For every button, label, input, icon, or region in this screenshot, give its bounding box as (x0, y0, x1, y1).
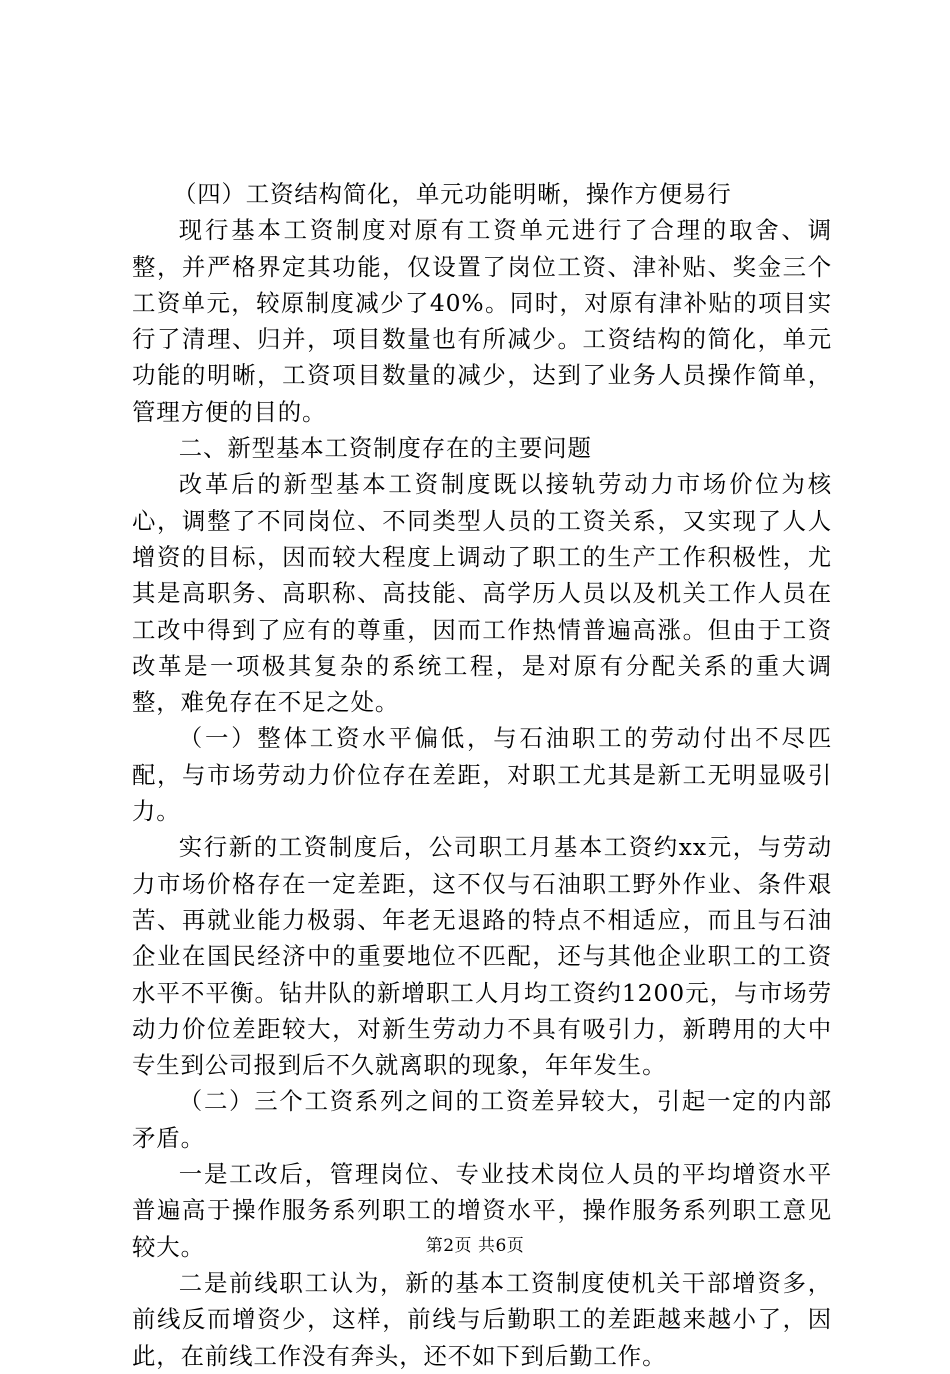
body-paragraph: 二是前线职工认为，新的基本工资制度使机关干部增资多，前线反而增资少，这样，前线与后勤职工的差距越来越小了，因此，在前线工作没有奔头，还不如下到后勤工作。 (132, 1268, 832, 1370)
page-footer: 第2页 共6页 (425, 1236, 525, 1256)
document-body (132, 176, 832, 1374)
subsection-heading-two: （二）三个工资系列之间的工资差异较大，引起一定的内部矛盾。 (132, 1087, 832, 1152)
section-heading-four: （四）工资结构简化，单元功能明晰，操作方便易行 (172, 180, 732, 208)
body-paragraph: 改革后的新型基本工资制度既以接轨劳动力市场价位为核心，调整了不同岗位、不同类型人员的工资关系，又实现了人人增资的目标，因而较大程度上调动了职工的生产工作积极性，尤其是高职务、高职称、高技能、高学历人员以及机关工作人员在工改中得到了应有的尊重，因而工作热情普遍高涨。但由于工资改革是一项极其复杂的系统工程，是对原有分配关系的重大调整，难免存在不足之处。 (132, 470, 832, 717)
body-paragraph: 实行新的工资制度后，公司职工月基本工资约xx元，与劳动力市场价格存在一定差距，这不仅与石油职工野外作业、条件艰苦、再就业能力极弱、年老无退路的特点不相适应，而且与石油企业在国民经济中的重要地位不匹配，还与其他企业职工的工资水平不平衡。钻井队的新增职工人月均工资约1200元，与市场劳动力价位差距较大，对新生劳动力不具有吸引力，新聘用的大中专生到公司报到后不久就离职的现象，年年发生。 (132, 833, 832, 1080)
body-paragraph: 一是工改后，管理岗位、专业技术岗位人员的平均增资水平普遍高于操作服务系列职工的增资水平，操作服务系列职工意见较大。 (132, 1160, 832, 1261)
section-heading-two: 二、新型基本工资制度存在的主要问题 (178, 434, 592, 463)
body-paragraph: 现行基本工资制度对原有工资单元进行了合理的取舍、调整，并严格界定其功能，仅设置了岗位工资、津补贴、奖金三个工资单元，较原制度减少了40%。同时，对原有津补贴的项目实行了清理、归并，项目数量也有所减少。工资结构的简化，单元功能的明晰，工资项目数量的减少，达到了业务人员操作简单，管理方便的目的。 (132, 216, 832, 426)
subsection-heading-one: （一）整体工资水平偏低，与石油职工的劳动付出不尽匹配，与市场劳动力价位存在差距，对职工尤其是新工无明显吸引力。 (132, 724, 832, 826)
